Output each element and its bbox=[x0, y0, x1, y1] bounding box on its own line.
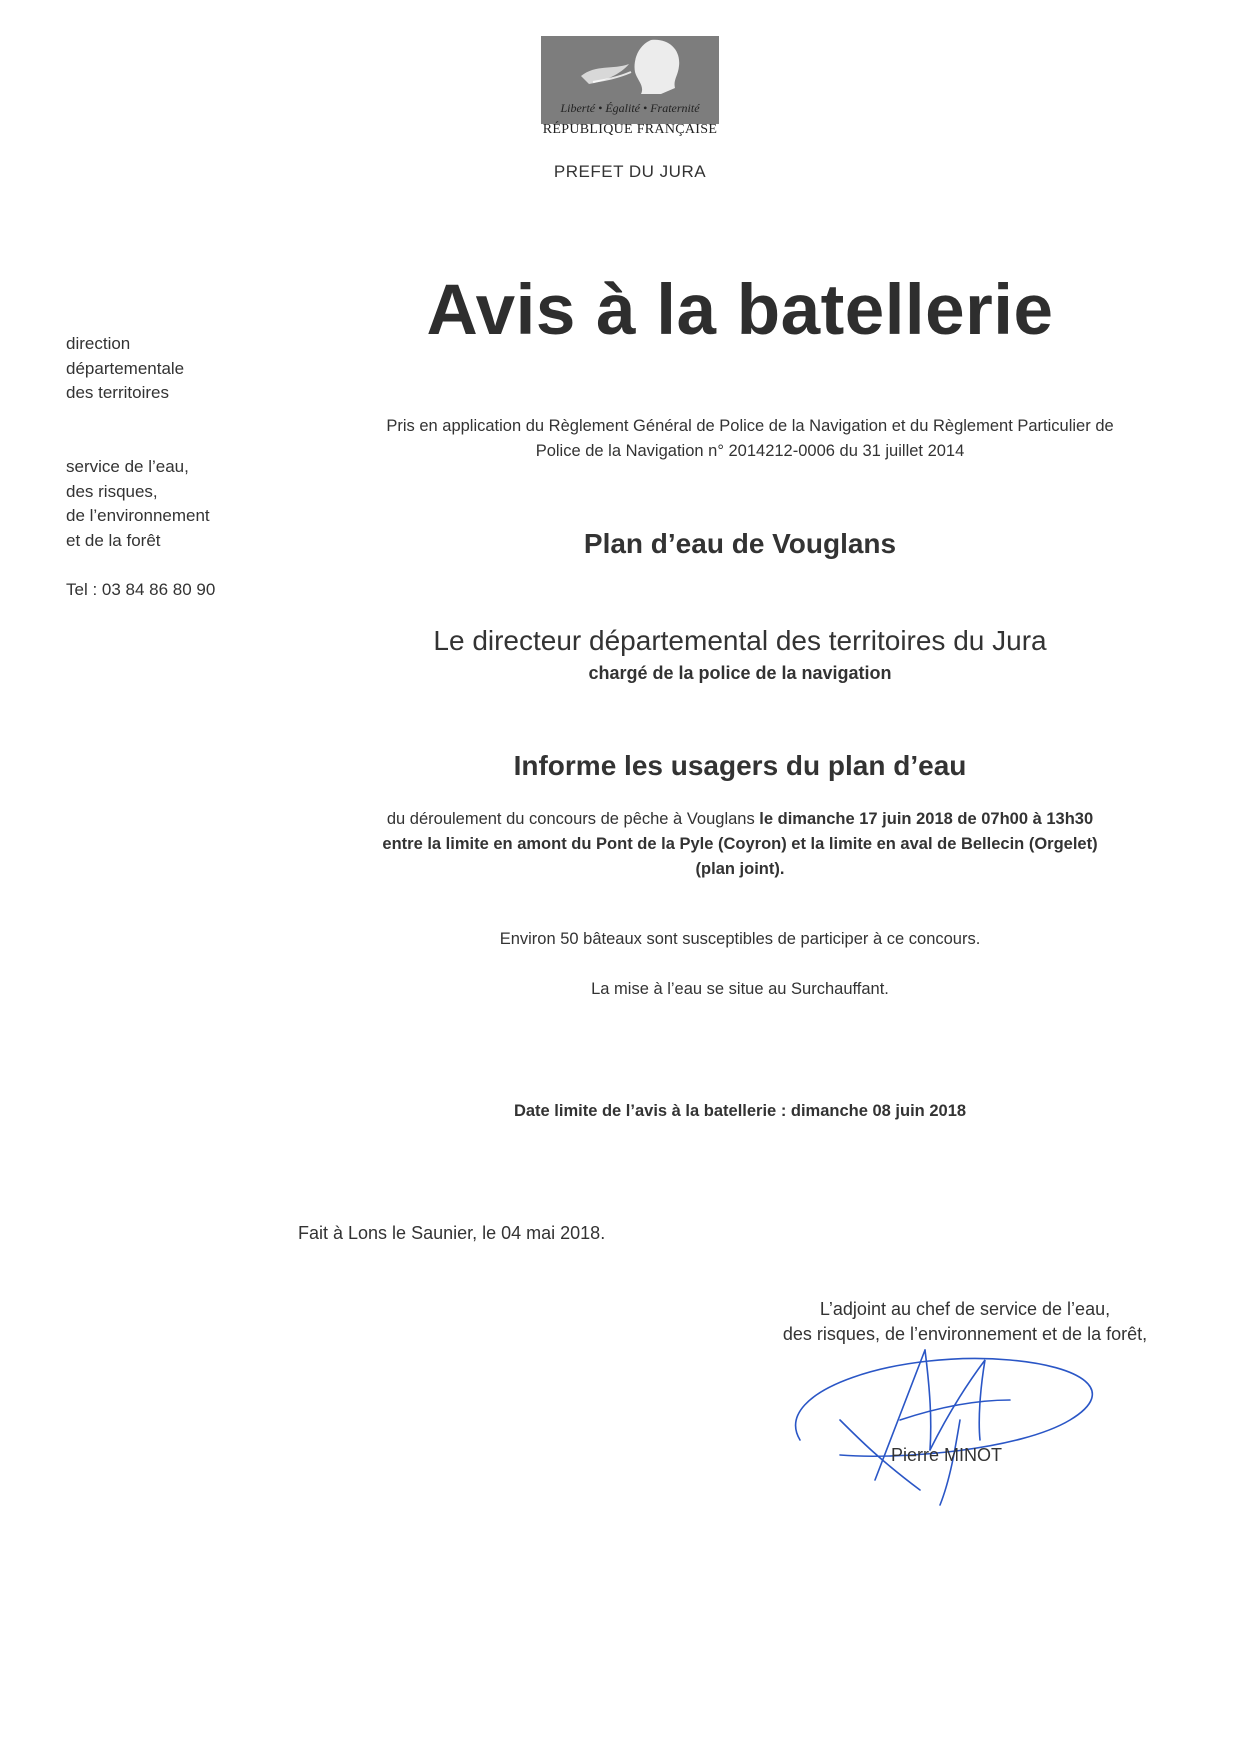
sidebar-line: des risques, bbox=[66, 481, 158, 501]
sidebar-line: et de la forêt bbox=[66, 530, 161, 550]
event-description bbox=[290, 807, 1190, 882]
regulation-line: Police de la Navigation n° 2014212-0006 du 31 juillet 2014 bbox=[535, 442, 965, 460]
sidebar-department bbox=[66, 332, 184, 406]
logo-republic-text: RÉPUBLIQUE FRANÇAISE bbox=[542, 122, 718, 137]
sidebar-line: de l’environnement bbox=[66, 506, 210, 525]
page-title: Avis à la batellerie bbox=[426, 271, 1054, 350]
place-date: Fait à Lons le Saunier, le 04 mai 2018. bbox=[298, 1223, 606, 1243]
handwritten-signature bbox=[780, 1330, 1120, 1510]
event-intro: du déroulement du concours de pêche à Vouglans bbox=[386, 810, 760, 828]
marianne-profile-icon bbox=[541, 36, 719, 96]
regulation-reference bbox=[310, 414, 1190, 464]
plan-title: Plan d’eau de Vouglans bbox=[583, 528, 897, 559]
boats-info: Environ 50 bâteaux sont susceptibles de participer à ce concours. bbox=[499, 930, 981, 948]
event-line-3 bbox=[290, 857, 1190, 882]
signatory-line: des risques, de l’environnement et de la forêt, bbox=[782, 1324, 1148, 1344]
prefet-heading: PREFET DU JURA bbox=[553, 162, 707, 181]
sidebar-line: direction bbox=[66, 334, 131, 353]
event-plan: (plan joint). bbox=[695, 860, 785, 878]
director-role: chargé de la police de la navigation bbox=[588, 663, 892, 683]
logo-motto: Liberté • Égalité • Fraternité bbox=[560, 101, 700, 115]
event-date: le dimanche 17 juin 2018 de 07h00 à 13h30 bbox=[759, 810, 1094, 828]
event-line-2 bbox=[290, 832, 1190, 857]
sidebar-line: des territoires bbox=[66, 383, 169, 402]
event-area: entre la limite en amont du Pont de la Pyle (Coyron) et la limite en aval de Bellecin (Orgelet) bbox=[382, 835, 1098, 853]
sidebar-service bbox=[66, 455, 210, 553]
event-line-1 bbox=[290, 807, 1190, 832]
informe-heading: Informe les usagers du plan d’eau bbox=[513, 750, 967, 781]
director-title: Le directeur départemental des territoires du Jura bbox=[433, 625, 1047, 656]
launch-info: La mise à l’eau se situe au Surchauffant. bbox=[591, 980, 889, 998]
signatory-name: Pierre MINOT bbox=[891, 1445, 1003, 1465]
signatory-line: L’adjoint au chef de service de l’eau, bbox=[819, 1299, 1111, 1319]
regulation-line: Pris en application du Règlement Général de Police de la Navigation et du Règlement Particulier de bbox=[386, 417, 1114, 435]
sidebar-line: départementale bbox=[66, 358, 185, 378]
sidebar-line: service de l’eau, bbox=[66, 457, 189, 476]
deadline: Date limite de l’avis à la batellerie : dimanche 08 juin 2018 bbox=[513, 1102, 967, 1120]
sidebar-phone: Tel : 03 84 86 80 90 bbox=[66, 580, 216, 599]
